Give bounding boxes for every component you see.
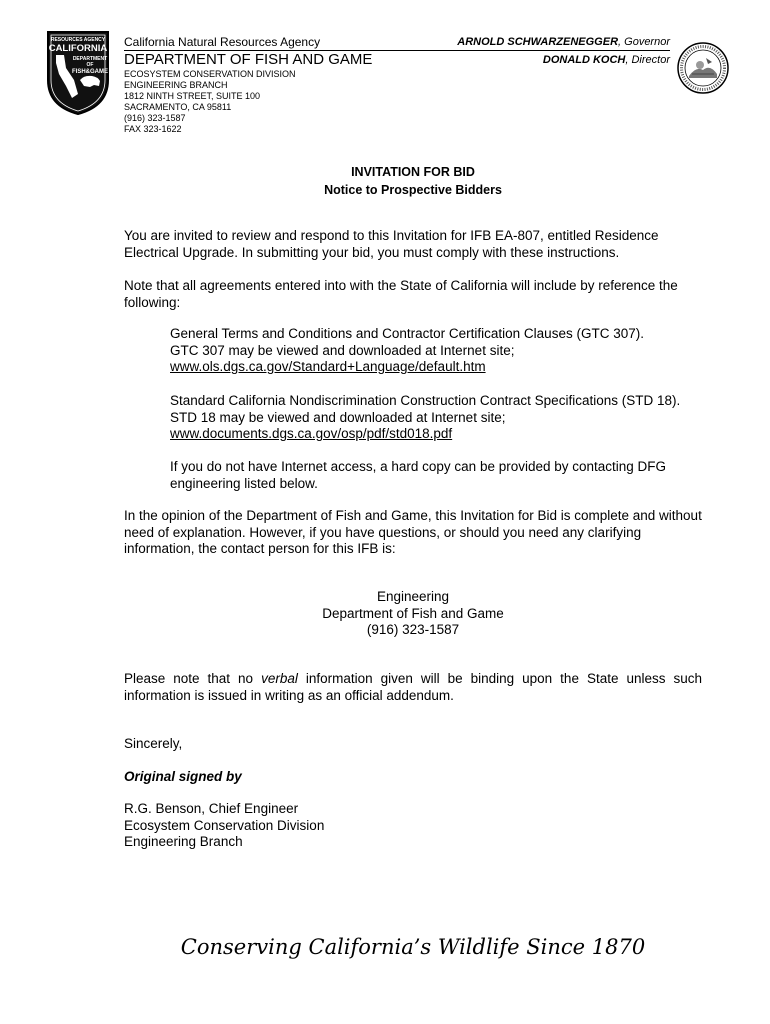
verbal-em: verbal <box>261 671 298 686</box>
contact-line: Department of Fish and Game <box>322 605 504 621</box>
agency-name: California Natural Resources Agency <box>124 35 321 49</box>
director-name: DONALD KOCH <box>542 54 626 66</box>
logo-text-dept-1: DEPARTMENT <box>72 56 108 62</box>
signed-note: Original signed by <box>124 769 242 784</box>
gtc-line: GTC 307 may be viewed and downloaded at Internet site; <box>170 342 515 358</box>
logo-text-dept-3: FISH&GAME <box>72 69 108 75</box>
address-line: FAX 323-1622 <box>124 124 182 134</box>
governor-name: ARNOLD SCHWARZENEGGER <box>457 36 619 48</box>
verbal-paragraph <box>124 671 702 704</box>
std-line: STD 18 may be viewed and downloaded at Internet site; <box>170 409 506 425</box>
address-line: ENGINEERING BRANCH <box>124 80 228 90</box>
signature-block <box>124 801 704 851</box>
verbal-pre: Please note that no <box>124 671 262 686</box>
title-block <box>0 163 770 199</box>
state-seal <box>676 40 730 96</box>
dfg-logo <box>44 28 112 116</box>
signature-line: R.G. Benson, Chief Engineer <box>124 801 299 816</box>
signature-line: Ecosystem Conservation Division <box>124 817 325 833</box>
director-title: , Director <box>625 54 670 66</box>
std-line: Standard California Nondiscrimination Construction Contract Specifications (STD 18). <box>170 393 681 408</box>
address-line: ECOSYSTEM CONSERVATION DIVISION <box>124 69 296 79</box>
contact-line: Engineering <box>376 589 450 604</box>
agency-line <box>124 36 670 51</box>
std-link[interactable]: www.documents.dgs.ca.gov/osp/pdf/std018.pdf <box>170 426 453 441</box>
logo-text-dept-2: OF <box>86 62 94 68</box>
contact-line: (916) 323-1587 <box>366 622 460 637</box>
gtc-block <box>170 326 704 376</box>
intro-paragraph: You are invited to review and respond to this Invitation for IFB EA-807, entitled Residence Electrical Upgrade. In submitting your bid, you must comply with these instructions. <box>124 228 659 260</box>
verbal-post: information given will be binding upon the State unless such information is issued in writing as an official addendum. <box>124 671 702 703</box>
opinion-paragraph: In the opinion of the Department of Fish and Game, this Invitation for Bid is complete and without need of explanation. However, if you have questions, or should you need any clarifying information, the contact person for this IFB is: <box>124 508 702 556</box>
logo-text-top: RESOURCES AGENCY <box>50 37 106 43</box>
address-line: SACRAMENTO, CA 95811 <box>124 102 232 112</box>
gtc-line: General Terms and Conditions and Contractor Certification Clauses (GTC 307). <box>170 326 644 341</box>
department-name: DEPARTMENT OF FISH AND GAME <box>124 51 373 68</box>
logo-text-main: CALIFORNIA <box>48 43 108 54</box>
std-block <box>170 393 704 443</box>
hardcopy-paragraph: If you do not have Internet access, a hard copy can be provided by contacting DFG engineering listed below. <box>170 459 667 491</box>
governor-title: , Governor <box>618 36 670 48</box>
governor <box>457 36 670 49</box>
address-block <box>124 69 296 135</box>
note-paragraph: Note that all agreements entered into with the State of California will include by reference the following: <box>124 278 678 310</box>
address-line: 1812 NINTH STREET, SUITE 100 <box>124 91 261 101</box>
letterhead <box>0 0 770 140</box>
director <box>543 54 670 66</box>
gtc-link[interactable]: www.ols.dgs.ca.gov/Standard+Language/default.htm <box>170 359 486 374</box>
document-subtitle: Notice to Prospective Bidders <box>324 183 502 197</box>
signature-line: Engineering Branch <box>124 834 243 849</box>
document-title: INVITATION FOR BID <box>351 165 475 179</box>
salutation: Sincerely, <box>124 736 183 751</box>
footer-motto: Conserving California’s Wildlife Since 1870 <box>180 935 646 959</box>
address-line: (916) 323-1587 <box>124 113 186 123</box>
contact-block <box>124 589 702 639</box>
